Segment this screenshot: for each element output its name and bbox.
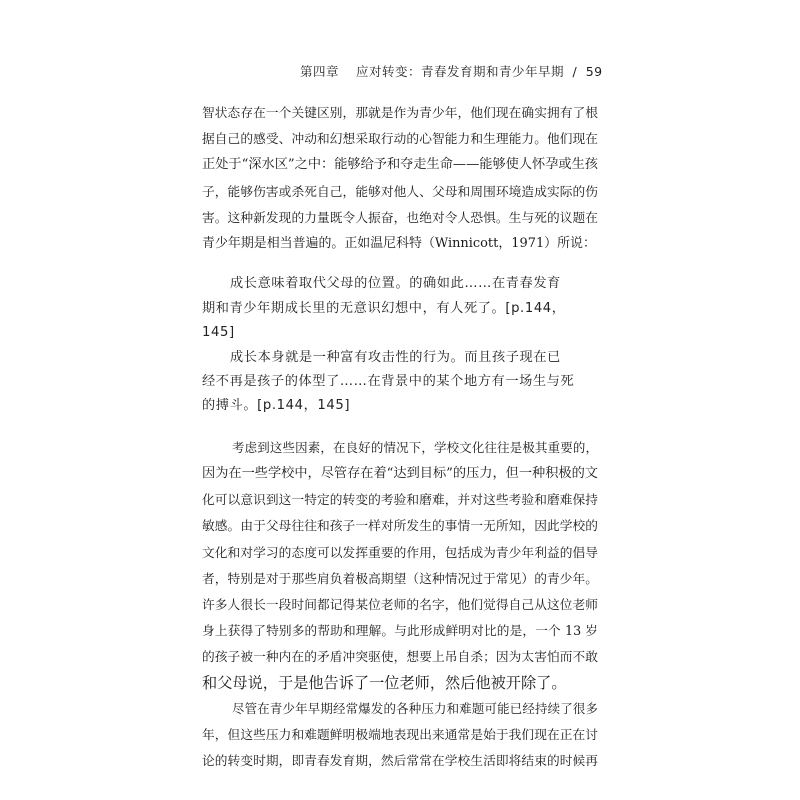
paragraph-line: 化可以意识到这一特定的转变的考验和磨难，并对这些考验和磨难保持 bbox=[202, 492, 598, 507]
paragraph-line: 论的转变时期，即青春发育期，然后常常在学校生活即将结束的时候再 bbox=[202, 753, 598, 768]
block-quote-line: 经不再是孩子的体型了……在背景中的某个地方有一场生与死 bbox=[202, 374, 575, 389]
block-quote-line: 的搏斗。[p.144，145] bbox=[202, 398, 351, 413]
block-quote-line: 成长本身就是一种富有攻击性的行为。而且孩子现在已 bbox=[230, 350, 561, 365]
page-number: 59 bbox=[585, 64, 603, 79]
paragraph-line: 敏感。由于父母往往和孩子一样对所发生的事情一无所知，因此学校的 bbox=[202, 518, 598, 533]
paragraph-line: 害。这种新发现的力量既令人振奋，也绝对令人恐惧。生与死的议题在 bbox=[202, 210, 598, 225]
block-quote-line: 成长意味着取代父母的位置。的确如此……在青春发育 bbox=[230, 276, 561, 291]
block-quote-line: 145] bbox=[202, 325, 235, 340]
block-quote-line: 期和青少年期成长里的无意识幻想中，有人死了。[p.144， bbox=[202, 301, 566, 316]
paragraph-line: 据自己的感受、冲动和幻想采取行动的心智能力和生理能力。他们现在 bbox=[202, 131, 598, 146]
paragraph-line: 者，特别是对于那些肩负着极高期望（这种情况过于常见）的青少年。 bbox=[202, 571, 598, 586]
paragraph-line: 的孩子被一种内在的矛盾冲突驱使，想要上吊自杀；因为太害怕而不敢 bbox=[202, 649, 598, 664]
paragraph-line: 子，能够伤害或杀死自己，能够对他人、父母和周围环境造成实际的伤 bbox=[202, 184, 598, 199]
paragraph-line: 尽管在青少年早期经常爆发的各种压力和难题可能已经持续了很多 bbox=[232, 701, 598, 716]
paragraph-line: 正处于“深水区”之中：能够给予和夺走生命——能够使人怀孕或生孩 bbox=[202, 157, 598, 172]
paragraph-line: 考虑到这些因素，在良好的情况下，学校文化往往是极其重要的， bbox=[232, 440, 598, 455]
paragraph-line: 许多人很长一段时间都记得某位老师的名字，他们觉得自己从这位老师 bbox=[202, 597, 598, 612]
paragraph-line: 年，但这些压力和难题鲜明极端地表现出来通常是始于我们现在正在讨 bbox=[202, 727, 598, 742]
paragraph-line: 身上获得了特别多的帮助和理解。与此形成鲜明对比的是，一个 13 岁 bbox=[202, 623, 598, 638]
chapter-title: 应对转变：青春发育期和青少年早期 bbox=[355, 64, 564, 79]
paragraph-line: 青少年期是相当普遍的。正如温尼科特（Winnicott，1971）所说： bbox=[202, 236, 596, 251]
paragraph-line: 智状态存在一个关键区别，那就是作为青少年，他们现在确实拥有了根 bbox=[202, 105, 598, 120]
header-separator: / bbox=[572, 64, 578, 79]
paragraph-line: 因为在一些学校中，尽管存在着“达到目标”的压力，但一种积极的文 bbox=[202, 466, 598, 481]
chapter-label: 第四章 bbox=[300, 64, 340, 79]
paragraph-line: 文化和对学习的态度可以发挥重要的作用，包括成为青少年利益的倡导 bbox=[202, 545, 598, 560]
running-header bbox=[300, 62, 603, 80]
paragraph-line: 和父母说，于是他告诉了一位老师，然后他被开除了。 bbox=[202, 674, 567, 692]
